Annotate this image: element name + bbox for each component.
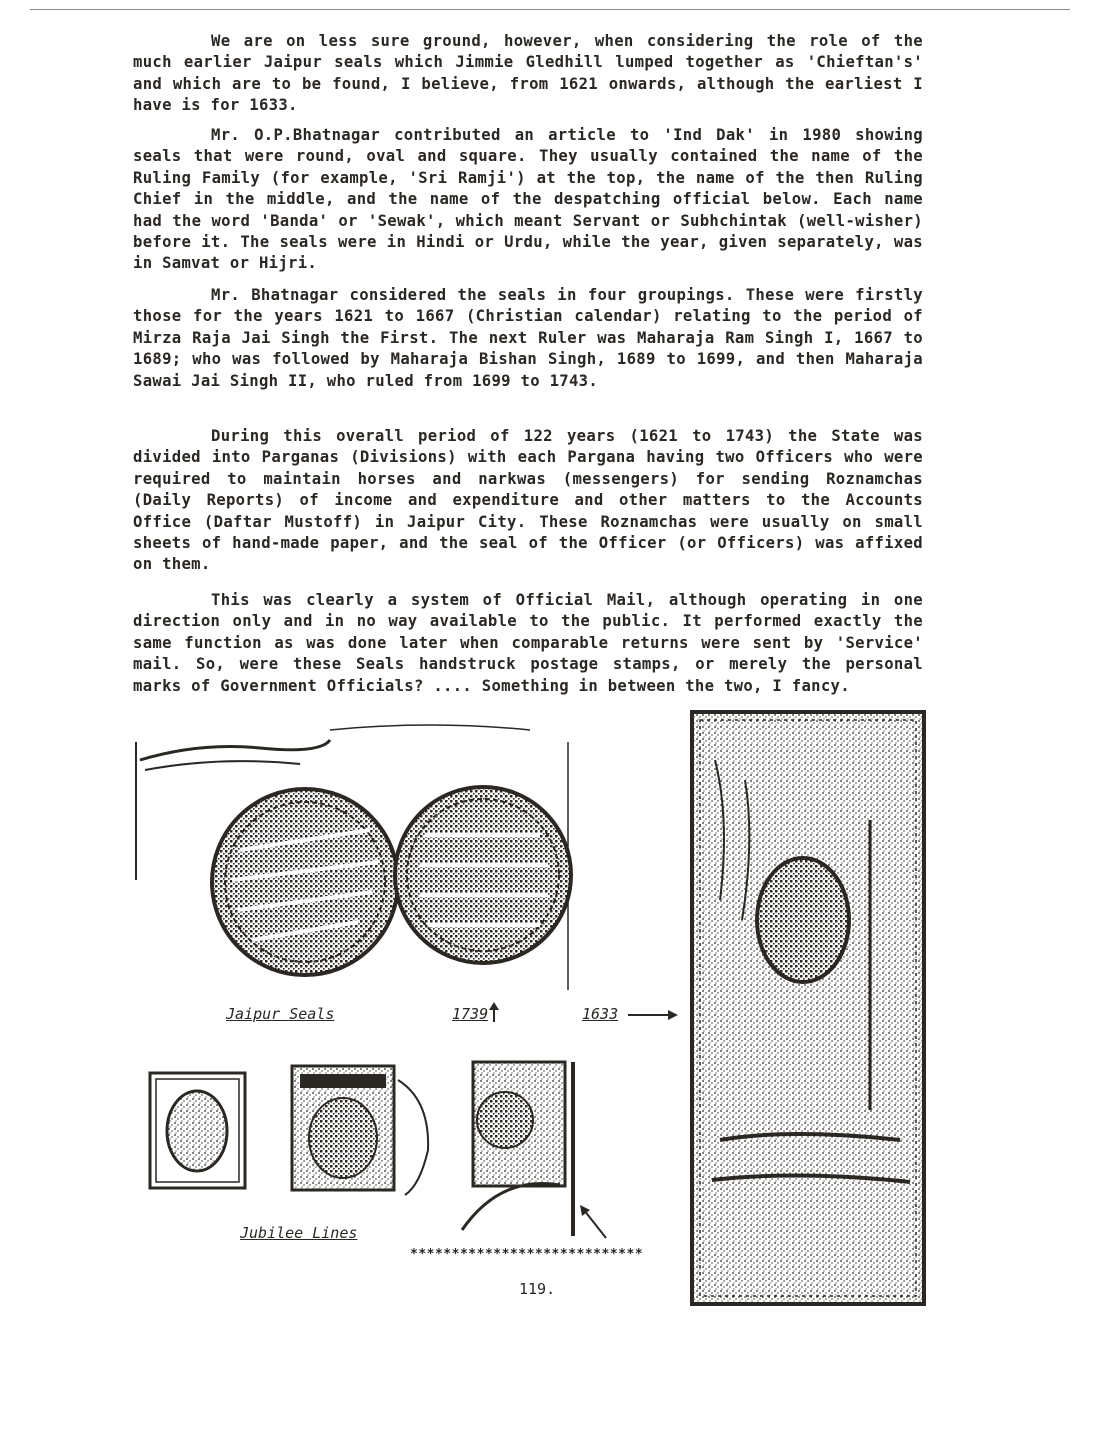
document-1633 — [692, 712, 924, 1304]
jubilee-stamp-1 — [150, 1073, 245, 1188]
caption-jaipur-seals: Jaipur Seals — [226, 1005, 335, 1023]
arrow-1633 — [628, 1010, 678, 1020]
top-rule — [30, 9, 1070, 10]
seal-document-fragment — [136, 725, 568, 990]
paragraph-3: Mr. Bhatnagar considered the seals in four groupings. These were firstly those for the years 1621 to 1667 (Christian calendar) relating to the period of Mirza Raja Jai Singh the First. The next Ruler was Maharaja Ram Singh I, 1667 to 1689; who was followed by Maharaja Bishan Singh, 1689 to 1699, and then Maharaja Sawai Jai Singh II, who ruled from 1699 to 1743. — [133, 286, 923, 390]
paragraph-2: Mr. O.P.Bhatnagar contributed an article to 'Ind Dak' in 1980 showing seals that were round, oval and square. They usually contained the name of the Ruling Family (for example, 'Sri Ramji') at the top, the name of the then Ruling Chief in the middle, and the name of the despatching official below. Each name had the word 'Banda' or 'Sewak', which meant Servant or Subhchintak (well-wisher) before it. The seals were in Hindi or Urdu, while the year, given separately, was in Samvat or Hijri. — [133, 126, 923, 273]
arrow-1739 — [489, 1002, 499, 1022]
jaipur-seal-left — [212, 789, 398, 975]
caption-1739: 1739 — [452, 1005, 489, 1023]
paragraph-5: This was clearly a system of Official Mail, although operating in one direction only and in no way available to the public. It performed exactly the same function as was done later when comparable returns were sent by 'Service' mail. So, were these Seals handstruck postage stamps, or merely the personal marks of Government Officials? .... Something in between the two, I fancy. — [133, 591, 923, 695]
paragraph-4: During this overall period of 122 years (1621 to 1743) the State was divided into Parganas (Divisions) with each Pargana having two Officers who were required to maintain horses and narkwas (messengers) for sending Roznamchas (Daily Reports) of income and expenditure and other matters to the Accounts Office (Daftar Mustoff) in Jaipur City. These Roznamchas were usually on small sheets of hand-made paper, and the seal of the Officer (or Officers) was affixed on them. — [133, 427, 923, 574]
separator-stars: **************************** — [410, 1247, 644, 1262]
caption-1633: 1633 — [582, 1005, 619, 1023]
postmarked-stamp — [462, 1062, 606, 1238]
caption-jubilee-lines: Jubilee Lines — [240, 1224, 358, 1242]
paragraph-1: We are on less sure ground, however, when considering the role of the much earlier Jaipur seals which Jimmie Gledhill lumped together as 'Chieftan's' and which are to be found, I believe, from 1621 onwards, although the earliest I have is for 1633. — [133, 32, 923, 115]
jubilee-stamp-2 — [292, 1066, 428, 1195]
jaipur-seal-right — [395, 787, 571, 963]
page-number: 119. — [519, 1280, 556, 1298]
